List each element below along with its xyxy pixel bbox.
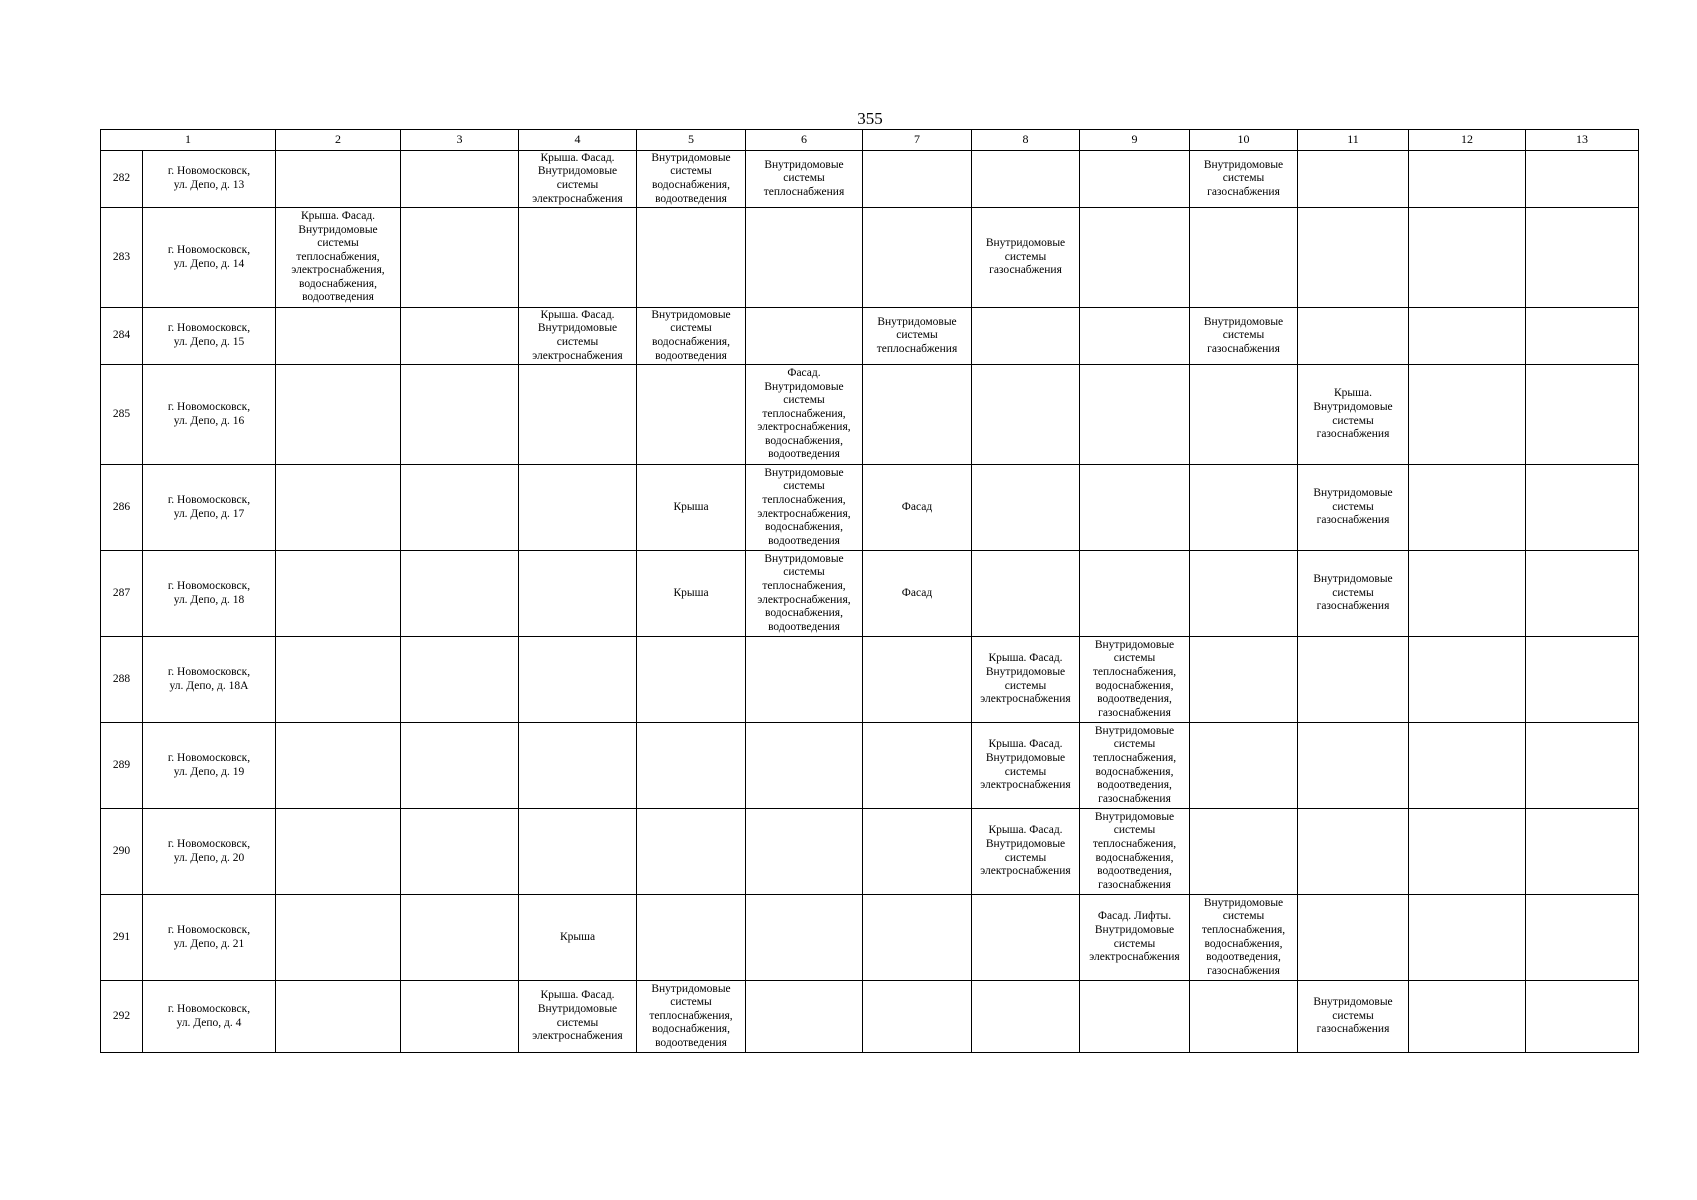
work-cell-col-8: Крыша. Фасад. Внутридомовые системы электроснабжения xyxy=(972,809,1080,895)
table-row xyxy=(101,308,1639,365)
work-cell-col-8: Крыша. Фасад. Внутридомовые системы электроснабжения xyxy=(972,723,1080,809)
work-cell-col-4 xyxy=(519,365,637,465)
work-cell-col-7: Фасад xyxy=(863,551,972,637)
address-cell: г. Новомосковск, ул. Депо, д. 13 xyxy=(143,151,276,208)
work-cell-col-13 xyxy=(1526,551,1639,637)
work-cell-col-10 xyxy=(1190,551,1298,637)
work-cell-col-6: Внутридомовые системы теплоснабжения xyxy=(746,151,863,208)
work-cell-col-10: Внутридомовые системы теплоснабжения, водоснабжения, водоотведения, газоснабжения xyxy=(1190,895,1298,981)
work-cell-col-8: Внутридомовые системы газоснабжения xyxy=(972,208,1080,308)
work-cell-col-13 xyxy=(1526,308,1639,365)
work-cell-col-2 xyxy=(276,465,401,551)
work-cell-col-12 xyxy=(1409,981,1526,1053)
work-cell-col-9: Внутридомовые системы теплоснабжения, водоснабжения, водоотведения, газоснабжения xyxy=(1080,723,1190,809)
work-cell-col-13 xyxy=(1526,809,1639,895)
work-cell-col-8: Крыша. Фасад. Внутридомовые системы электроснабжения xyxy=(972,637,1080,723)
column-number-header-row xyxy=(101,130,1639,151)
column-header: 10 xyxy=(1190,130,1298,151)
work-cell-col-5 xyxy=(637,723,746,809)
work-cell-col-6 xyxy=(746,308,863,365)
work-cell-col-9 xyxy=(1080,208,1190,308)
work-cell-col-5: Крыша xyxy=(637,551,746,637)
work-cell-col-4: Крыша. Фасад. Внутридомовые системы электроснабжения xyxy=(519,308,637,365)
work-cell-col-4 xyxy=(519,637,637,723)
work-cell-col-13 xyxy=(1526,981,1639,1053)
column-header: 1 xyxy=(101,130,276,151)
work-cell-col-8 xyxy=(972,365,1080,465)
column-header: 11 xyxy=(1298,130,1409,151)
work-cell-col-3 xyxy=(401,809,519,895)
work-cell-col-4: Крыша xyxy=(519,895,637,981)
work-cell-col-6 xyxy=(746,723,863,809)
column-header: 5 xyxy=(637,130,746,151)
address-cell: г. Новомосковск, ул. Депо, д. 18 xyxy=(143,551,276,637)
work-cell-col-2 xyxy=(276,981,401,1053)
work-cell-col-11: Внутридомовые системы газоснабжения xyxy=(1298,465,1409,551)
work-cell-col-4 xyxy=(519,208,637,308)
column-header: 2 xyxy=(276,130,401,151)
work-cell-col-11 xyxy=(1298,637,1409,723)
address-cell: г. Новомосковск, ул. Депо, д. 19 xyxy=(143,723,276,809)
work-cell-col-3 xyxy=(401,895,519,981)
work-cell-col-11 xyxy=(1298,723,1409,809)
address-cell: г. Новомосковск, ул. Депо, д. 15 xyxy=(143,308,276,365)
column-header: 12 xyxy=(1409,130,1526,151)
work-cell-col-12 xyxy=(1409,809,1526,895)
work-cell-col-11 xyxy=(1298,895,1409,981)
work-cell-col-4 xyxy=(519,809,637,895)
address-cell: г. Новомосковск, ул. Депо, д. 4 xyxy=(143,981,276,1053)
work-cell-col-13 xyxy=(1526,637,1639,723)
work-cell-col-10 xyxy=(1190,365,1298,465)
work-cell-col-3 xyxy=(401,308,519,365)
work-cell-col-5: Внутридомовые системы водоснабжения, водоотведения xyxy=(637,151,746,208)
work-cell-col-2 xyxy=(276,809,401,895)
work-cell-col-10 xyxy=(1190,637,1298,723)
table-row xyxy=(101,208,1639,308)
work-cell-col-13 xyxy=(1526,208,1639,308)
work-cell-col-9: Внутридомовые системы теплоснабжения, водоснабжения, водоотведения, газоснабжения xyxy=(1080,637,1190,723)
address-cell: г. Новомосковск, ул. Депо, д. 16 xyxy=(143,365,276,465)
work-cell-col-13 xyxy=(1526,151,1639,208)
work-cell-col-12 xyxy=(1409,465,1526,551)
work-cell-col-10: Внутридомовые системы газоснабжения xyxy=(1190,151,1298,208)
row-number: 286 xyxy=(101,465,143,551)
column-header: 3 xyxy=(401,130,519,151)
row-number: 282 xyxy=(101,151,143,208)
table-row xyxy=(101,723,1639,809)
address-cell: г. Новомосковск, ул. Депо, д. 17 xyxy=(143,465,276,551)
work-cell-col-9 xyxy=(1080,308,1190,365)
work-cell-col-12 xyxy=(1409,551,1526,637)
work-cell-col-3 xyxy=(401,465,519,551)
work-cell-col-7 xyxy=(863,208,972,308)
row-number: 292 xyxy=(101,981,143,1053)
work-cell-col-10 xyxy=(1190,981,1298,1053)
work-cell-col-3 xyxy=(401,637,519,723)
work-cell-col-11 xyxy=(1298,208,1409,308)
address-cell: г. Новомосковск, ул. Депо, д. 18А xyxy=(143,637,276,723)
work-cell-col-5: Внутридомовые системы теплоснабжения, водоснабжения, водоотведения xyxy=(637,981,746,1053)
work-cell-col-6: Фасад. Внутридомовые системы теплоснабжения, электроснабжения, водоснабжения, водоотведения xyxy=(746,365,863,465)
work-cell-col-2 xyxy=(276,723,401,809)
work-cell-col-9 xyxy=(1080,365,1190,465)
row-number: 289 xyxy=(101,723,143,809)
work-cell-col-4: Крыша. Фасад. Внутридомовые системы электроснабжения xyxy=(519,981,637,1053)
work-cell-col-9: Внутридомовые системы теплоснабжения, водоснабжения, водоотведения, газоснабжения xyxy=(1080,809,1190,895)
works-schedule-table xyxy=(100,129,1639,1053)
work-cell-col-12 xyxy=(1409,308,1526,365)
work-cell-col-5 xyxy=(637,895,746,981)
work-cell-col-8 xyxy=(972,551,1080,637)
work-cell-col-4 xyxy=(519,723,637,809)
work-cell-col-3 xyxy=(401,981,519,1053)
work-cell-col-6 xyxy=(746,637,863,723)
work-cell-col-11: Внутридомовые системы газоснабжения xyxy=(1298,551,1409,637)
table-row xyxy=(101,365,1639,465)
table-row xyxy=(101,465,1639,551)
work-cell-col-3 xyxy=(401,365,519,465)
column-header: 8 xyxy=(972,130,1080,151)
work-cell-col-7: Фасад xyxy=(863,465,972,551)
row-number: 290 xyxy=(101,809,143,895)
table-row xyxy=(101,981,1639,1053)
row-number: 287 xyxy=(101,551,143,637)
table-row xyxy=(101,895,1639,981)
work-cell-col-12 xyxy=(1409,365,1526,465)
work-cell-col-13 xyxy=(1526,465,1639,551)
column-header: 6 xyxy=(746,130,863,151)
work-cell-col-8 xyxy=(972,465,1080,551)
work-cell-col-12 xyxy=(1409,723,1526,809)
work-cell-col-8 xyxy=(972,981,1080,1053)
work-cell-col-13 xyxy=(1526,895,1639,981)
work-cell-col-5 xyxy=(637,637,746,723)
table-row xyxy=(101,637,1639,723)
work-cell-col-9 xyxy=(1080,465,1190,551)
work-cell-col-3 xyxy=(401,151,519,208)
work-cell-col-2 xyxy=(276,637,401,723)
work-cell-col-2 xyxy=(276,365,401,465)
work-cell-col-5: Внутридомовые системы водоснабжения, водоотведения xyxy=(637,308,746,365)
work-cell-col-2: Крыша. Фасад. Внутридомовые системы теплоснабжения, электроснабжения, водоснабжения, водоотведения xyxy=(276,208,401,308)
work-cell-col-2 xyxy=(276,551,401,637)
work-cell-col-6: Внутридомовые системы теплоснабжения, электроснабжения, водоснабжения, водоотведения xyxy=(746,465,863,551)
work-cell-col-12 xyxy=(1409,208,1526,308)
work-cell-col-6 xyxy=(746,208,863,308)
work-cell-col-2 xyxy=(276,308,401,365)
work-cell-col-2 xyxy=(276,151,401,208)
work-cell-col-9 xyxy=(1080,551,1190,637)
work-cell-col-11 xyxy=(1298,151,1409,208)
work-cell-col-5 xyxy=(637,208,746,308)
row-number: 283 xyxy=(101,208,143,308)
table-row xyxy=(101,151,1639,208)
address-cell: г. Новомосковск, ул. Депо, д. 20 xyxy=(143,809,276,895)
work-cell-col-6 xyxy=(746,895,863,981)
work-cell-col-2 xyxy=(276,895,401,981)
work-cell-col-7 xyxy=(863,365,972,465)
work-cell-col-5 xyxy=(637,365,746,465)
work-cell-col-5: Крыша xyxy=(637,465,746,551)
work-cell-col-3 xyxy=(401,551,519,637)
work-cell-col-7 xyxy=(863,895,972,981)
address-cell: г. Новомосковск, ул. Депо, д. 14 xyxy=(143,208,276,308)
work-cell-col-8 xyxy=(972,151,1080,208)
work-cell-col-7 xyxy=(863,981,972,1053)
work-cell-col-4 xyxy=(519,465,637,551)
work-cell-col-12 xyxy=(1409,637,1526,723)
work-cell-col-10: Внутридомовые системы газоснабжения xyxy=(1190,308,1298,365)
table-body xyxy=(101,151,1639,1053)
work-cell-col-5 xyxy=(637,809,746,895)
work-cell-col-3 xyxy=(401,723,519,809)
work-cell-col-9 xyxy=(1080,981,1190,1053)
work-cell-col-11 xyxy=(1298,308,1409,365)
page-number: 355 xyxy=(857,109,883,128)
work-cell-col-12 xyxy=(1409,895,1526,981)
work-cell-col-6: Внутридомовые системы теплоснабжения, электроснабжения, водоснабжения, водоотведения xyxy=(746,551,863,637)
table-row xyxy=(101,809,1639,895)
work-cell-col-10 xyxy=(1190,208,1298,308)
row-number: 288 xyxy=(101,637,143,723)
work-cell-col-11: Крыша. Внутридомовые системы газоснабжения xyxy=(1298,365,1409,465)
work-cell-col-7: Внутридомовые системы теплоснабжения xyxy=(863,308,972,365)
work-cell-col-11 xyxy=(1298,809,1409,895)
column-header: 9 xyxy=(1080,130,1190,151)
table-row xyxy=(101,551,1639,637)
row-number: 284 xyxy=(101,308,143,365)
work-cell-col-9: Фасад. Лифты. Внутридомовые системы электроснабжения xyxy=(1080,895,1190,981)
work-cell-col-12 xyxy=(1409,151,1526,208)
work-cell-col-13 xyxy=(1526,365,1639,465)
row-number: 285 xyxy=(101,365,143,465)
work-cell-col-3 xyxy=(401,208,519,308)
work-cell-col-7 xyxy=(863,809,972,895)
work-cell-col-9 xyxy=(1080,151,1190,208)
work-cell-col-13 xyxy=(1526,723,1639,809)
work-cell-col-6 xyxy=(746,809,863,895)
column-header: 13 xyxy=(1526,130,1639,151)
work-cell-col-8 xyxy=(972,895,1080,981)
column-header: 7 xyxy=(863,130,972,151)
work-cell-col-11: Внутридомовые системы газоснабжения xyxy=(1298,981,1409,1053)
work-cell-col-8 xyxy=(972,308,1080,365)
row-number: 291 xyxy=(101,895,143,981)
work-cell-col-10 xyxy=(1190,723,1298,809)
work-cell-col-7 xyxy=(863,723,972,809)
work-cell-col-7 xyxy=(863,637,972,723)
address-cell: г. Новомосковск, ул. Депо, д. 21 xyxy=(143,895,276,981)
work-cell-col-10 xyxy=(1190,809,1298,895)
work-cell-col-7 xyxy=(863,151,972,208)
work-cell-col-4 xyxy=(519,551,637,637)
work-cell-col-4: Крыша. Фасад. Внутридомовые системы электроснабжения xyxy=(519,151,637,208)
column-header: 4 xyxy=(519,130,637,151)
work-cell-col-10 xyxy=(1190,465,1298,551)
work-cell-col-6 xyxy=(746,981,863,1053)
